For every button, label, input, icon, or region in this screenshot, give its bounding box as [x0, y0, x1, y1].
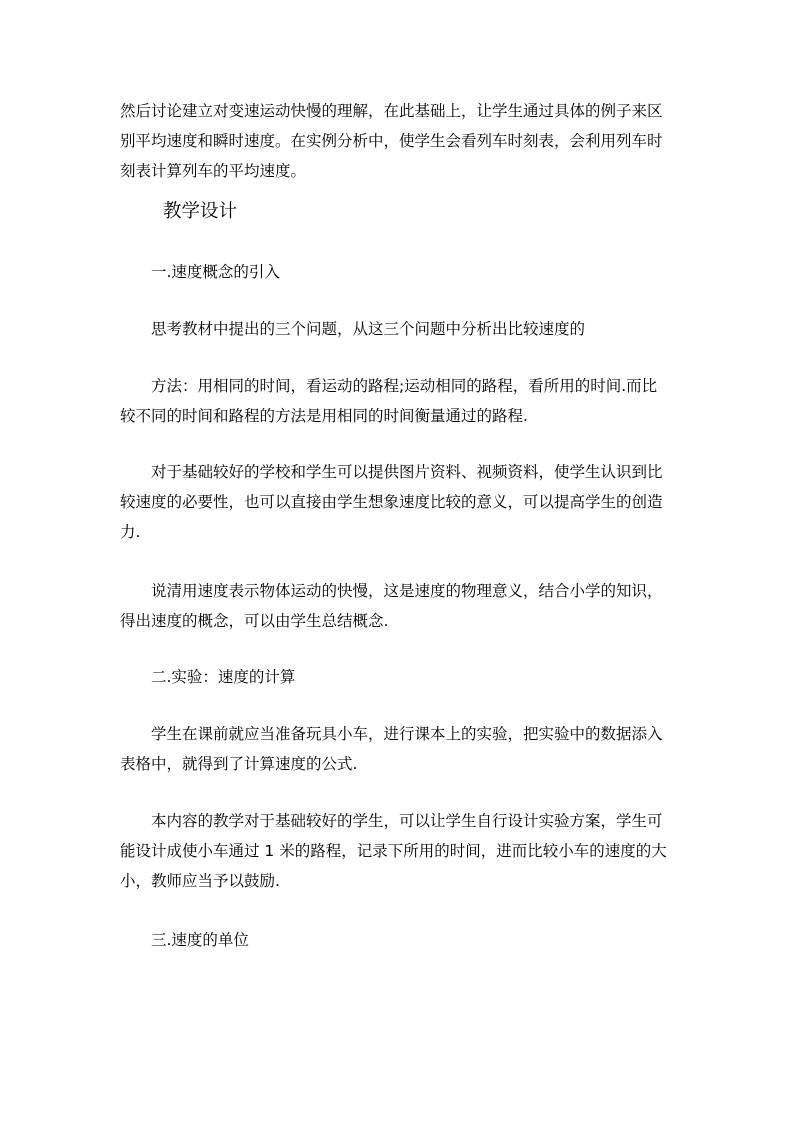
paragraph-line: 较不同的时间和路程的方法是用相同的时间衡量通过的路程. [120, 407, 528, 425]
paragraph-1: 思考教材中提出的三个问题，从这三个问题中分析出比较速度的 [151, 320, 586, 338]
paragraph-line: 方法：用相同的时间，看运动的路程;运动相同的路程，看所用的时间.而比 [151, 377, 658, 395]
paragraph-5 [120, 719, 676, 779]
paragraph-line: 得出速度的概念，可以由学生总结概念. [120, 612, 389, 630]
paragraph-2 [120, 371, 676, 431]
intro-line: 然后讨论建立对变速运动快慢的理解，在此基础上，让学生通过具体的例子来区 [120, 102, 663, 120]
paragraph-line: 力. [120, 523, 141, 541]
section-title: 教学设计 [163, 201, 238, 222]
intro-line: 刻表计算列车的平均速度。 [120, 162, 307, 180]
paragraph-line: 能设计成使小车通过 1 米的路程，记录下所用的时间，进而比较小车的速度的大 [120, 842, 667, 860]
paragraph-4 [120, 576, 676, 636]
paragraph-line: 学生在课前就应当准备玩具小车，进行课本上的实验，把实验中的数据添入 [151, 725, 663, 743]
section-heading-3: 三.速度的单位 [151, 931, 249, 949]
paragraph-3 [120, 457, 676, 547]
section-heading-2: 二.实验：速度的计算 [151, 668, 296, 686]
paragraph-line: 本内容的教学对于基础较好的学生，可以让学生自行设计实验方案，学生可 [151, 812, 663, 830]
paragraph-6 [120, 806, 676, 896]
section-heading-1: 一.速度概念的引入 [151, 263, 280, 281]
paragraph-line: 表格中，就得到了计算速度的公式. [120, 755, 358, 773]
intro-line: 别平均速度和瞬时速度。在实例分析中，使学生会看列车时刻表，会利用列车时 [120, 132, 663, 150]
paragraph-line: 较速度的必要性，也可以直接由学生想象速度比较的意义，可以提高学生的创造 [120, 493, 663, 511]
paragraph-line: 小，教师应当予以鼓励. [120, 872, 280, 890]
paragraph-line: 对于基础较好的学校和学生可以提供图片资料、视频资料，使学生认识到比 [151, 463, 663, 481]
paragraph-line: 说清用速度表示物体运动的快慢，这是速度的物理意义，结合小学的知识， [151, 582, 663, 600]
intro-paragraph [120, 96, 676, 186]
